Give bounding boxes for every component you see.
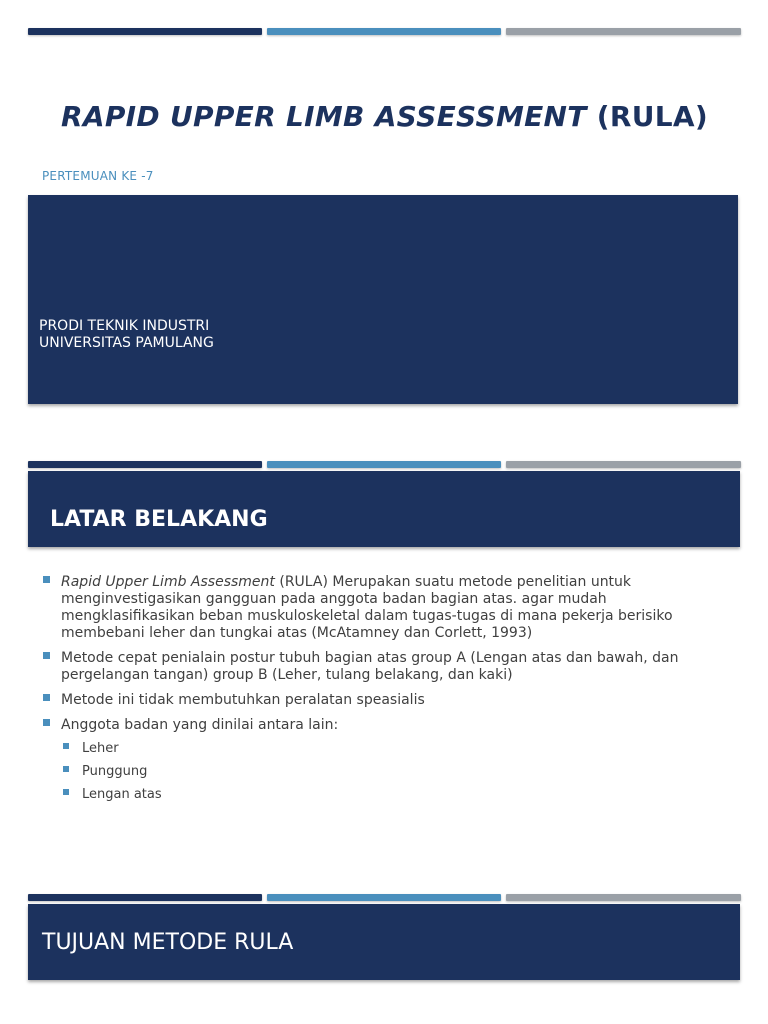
sub-list-item (61, 764, 712, 780)
bullet1-text: (RULA) Merupakan suatu metode penelitian untuk menginvestigasikan gangguan pada anggota badan bagian atas. agar mudah mengklasifikasikan beban muskuloskeletal dalam tugas-tugas di mana pekerja berisiko membebani leher dan tungkai atas (McAtamney dan Corlett, 1993) (61, 574, 673, 641)
accent-segment-blue (267, 461, 501, 468)
organization-panel (28, 195, 738, 404)
organization-text (39, 318, 214, 352)
square-bullet-icon (43, 694, 50, 701)
sub-bullet-list (61, 741, 712, 803)
accent-bar-slide-3 (28, 894, 741, 902)
square-bullet-icon (63, 743, 69, 749)
accent-segment-navy (28, 894, 262, 901)
title-italic: RAPID UPPER LIMB ASSESSMENT (61, 100, 587, 133)
heading-latar-belakang: LATAR BELAKANG (50, 507, 268, 532)
title-rest: (RULA) (586, 100, 708, 133)
bullet-list (42, 574, 712, 811)
accent-segment-blue (267, 894, 501, 901)
accent-bar-slide-2 (28, 461, 741, 469)
bullet2-text: Metode cepat penialain postur tubuh bagian atas group A (Lengan atas dan bawah, dan pergelangan tangan) group B (Leher, tulang belakang, dan kaki) (61, 650, 679, 683)
heading-tujuan-metode-rula: TUJUAN METODE RULA (42, 930, 294, 955)
org-line-2: UNIVERSITAS PAMULANG (39, 335, 214, 351)
slide-subtitle: PERTEMUAN KE -7 (42, 169, 154, 183)
accent-segment-blue (267, 28, 501, 35)
sub-item-lengan-atas: Lengan atas (82, 787, 162, 802)
accent-segment-grey (506, 28, 741, 35)
heading-panel-tujuan (28, 904, 740, 980)
square-bullet-icon (43, 576, 50, 583)
bullet3-text: Metode ini tidak membutuhkan peralatan speasialis (61, 692, 425, 708)
sub-list-item (61, 787, 712, 803)
org-line-1: PRODI TEKNIK INDUSTRI (39, 318, 210, 334)
slide-title (28, 100, 741, 133)
sub-list-item (61, 741, 712, 757)
bullet1-italic: Rapid Upper Limb Assessment (61, 574, 275, 590)
list-item (42, 574, 712, 642)
list-item (42, 717, 712, 803)
list-item (42, 692, 712, 709)
accent-segment-grey (506, 894, 741, 901)
square-bullet-icon (43, 652, 50, 659)
square-bullet-icon (43, 719, 50, 726)
accent-segment-navy (28, 28, 262, 35)
sub-item-leher: Leher (82, 741, 119, 756)
accent-segment-navy (28, 461, 262, 468)
accent-segment-grey (506, 461, 741, 468)
bullet4-text: Anggota badan yang dinilai antara lain: (61, 717, 339, 733)
square-bullet-icon (63, 766, 69, 772)
square-bullet-icon (63, 789, 69, 795)
heading-panel-latar-belakang (28, 471, 740, 547)
accent-bar-top (28, 28, 741, 36)
sub-item-punggung: Punggung (82, 764, 148, 779)
list-item (42, 650, 712, 684)
